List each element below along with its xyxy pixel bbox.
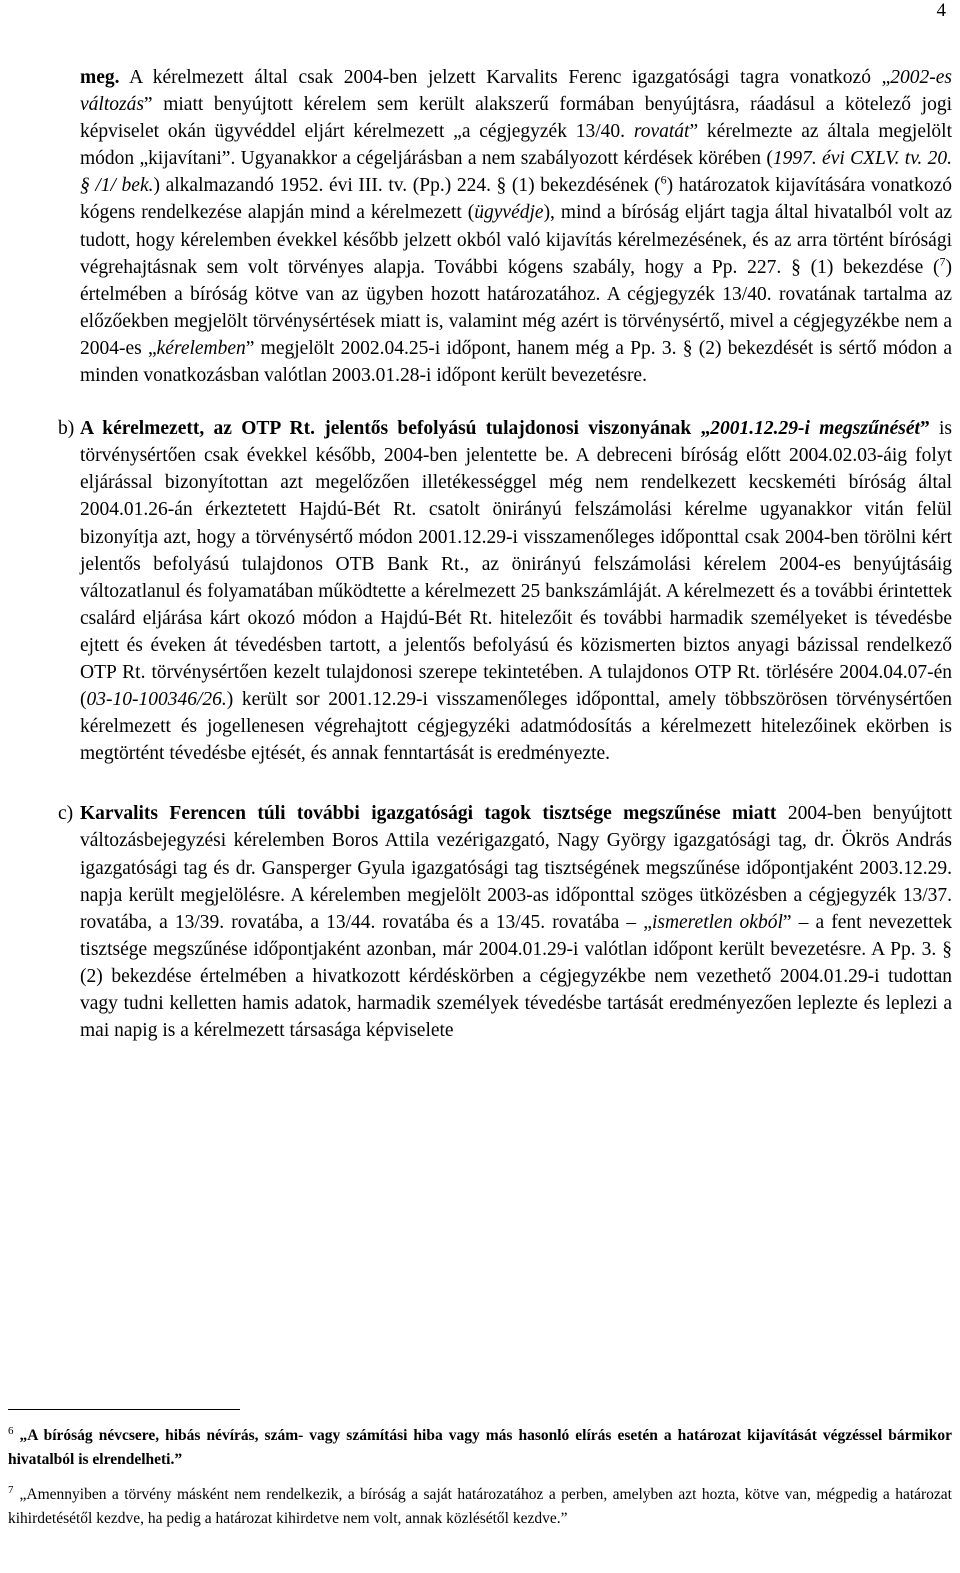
footnote-ref-7[interactable]: 7	[939, 254, 946, 269]
footnote-text: „A bíróság névcsere, hibás névírás, szám- vagy számítási hiba vagy más hasonló elírás esetén a határozat kijavítását végzéssel bármikor hivatalból is elrendelheti.”	[8, 1427, 952, 1468]
section-letter-c: c)	[58, 803, 74, 825]
section-b-heading: A kérelmezett, az OTP Rt. jelentős befolyású tulajdonosi viszonyának „2001.12.29-i megszűnését”	[80, 418, 930, 440]
footnote-7	[8, 1483, 952, 1530]
italic-text: 2002-es változás	[80, 67, 952, 116]
footnote-6	[8, 1424, 952, 1471]
footnote-ref-6[interactable]: 6	[660, 172, 667, 187]
italic-text: 03-10-100346/26.	[86, 689, 227, 711]
footnote-mark: 6	[8, 1424, 14, 1437]
footnote-separator	[8, 1409, 240, 1410]
italic-text: 1997. évi CXLV. tv. 20. § /1/ bek.	[80, 148, 952, 197]
section-c	[58, 800, 953, 1044]
document-body	[58, 64, 953, 1044]
page-number: 4	[936, 0, 946, 21]
section-c-heading: Karvalits Ferencen túli további igazgatósági tagok tisztsége megszűnése miatt	[80, 803, 777, 825]
footnotes	[8, 1424, 952, 1530]
italic-text: ügyvédje	[474, 202, 544, 224]
section-b	[58, 415, 952, 767]
italic-text: ismeretlen okból	[651, 911, 783, 933]
footnote-text: „Amennyiben a törvény másként nem rendelkezik, a bíróság a saját határozatához a perben, amelyben azt hozta, kötve van, mégpedig a határozat kihirdetésétől kezdve, ha pedig a határozat kihirdetve nem volt, annak közlésétől kezdve.”	[8, 1486, 952, 1527]
footnote-mark: 7	[8, 1483, 14, 1496]
bold-text: meg.	[80, 67, 120, 88]
italic-text: kérelemben	[156, 337, 246, 359]
section-b-text: A kérelmezett, az OTP Rt. jelentős befolyású tulajdonosi viszonyának „2001.12.29-i megszűnését” is törvénysértően csak évekkel később, 2004-ben jelentette be. A debreceni bíróság előtt 2004.02.03-áig folyt eljárással bizonyítottan azt megelőzően illetékességgel még nem rendelkezett kecskeméti bíróság által 2004.01.26-án érkeztetett Hajdú-Bét Rt. csatolt önirányú felszámolási kérelme ugyanakkor vitán felül bizonyítja azt, hogy a törvénysértő módon 2001.12.29-i visszamenőleges időponttal csak 2004-ben törölni kért jelentős befolyású tulajdonos OTB Bank Rt., az önirányú felszámolási kérelem 2004-es benyújtásáig változatlanul és folyamatában működtette a kérelmezett 25 bankszámláját. A kérelmezett és a további érintettek csalárd eljárása kárt okozó módon a Hajdú-Bét Rt. hitelezőit és további harmadik személyeket is tévedésbe ejtett és éveken át tévedésben tartott, a jelentős befolyású és közismerten biztos anyagi bázissal rendelkező OTP Rt. törvénysértően kezelt tulajdonosi szerepe tekintetében. A tulajdonos OTP Rt. törlésére 2004.04.07-én (03-10-100346/26.) került sor 2001.12.29-i visszamenőleges időponttal, amely többszörösen törvénysértően kérelmezett és jogellenesen végrehajtott cégjegyzéki adatmódosítás a kérelmezett hitelezőinek ekörben is megtörtént tévedésbe ejtését, és annak fenntartását is eredményezte.	[80, 418, 952, 765]
section-c-text: Karvalits Ferencen túli további igazgatósági tagok tisztsége megszűnése miatt 2004-ben benyújtott változásbejegyzési kérelemben Boros Attila vezérigazgató, Nagy György igazgatósági tag, dr. Ökrös András igazgatósági tag és dr. Gansperger Gyula igazgatósági tag tisztségének megszűnése időpontjaként 2003.12.29. napja került megjelölésre. A kérelemben megjelölt 2003-as időponttal szöges ütközésben a cégjegyzék 13/37. rovatába, a 13/39. rovatába, a 13/44. rovatába és a 13/45. rovatába – „ismeretlen okból” – a fent nevezettek tisztsége megszűnése időpontjaként azonban, már 2004.01.29-i valótlan időpont került bevezetésre. A Pp. 3. § (2) bekezdése értelmében a hivatkozott kérdéskörben a cégjegyzékbe nem vezethető 2004.01.29-i tudottan vagy tudni kelletten hamis adatok, harmadik személyek tévedésbe tartását eredményezően leplezte és leplezi a mai napig is a kérelmezett társasága képviselete	[80, 803, 953, 1042]
italic-text: rovatát	[633, 121, 690, 143]
paragraph-a-continuation: meg. A kérelmezett által csak 2004-ben jelzett Karvalits Ferenc igazgatósági tagra vonatkozó „2002-es változás” miatt benyújtott kérelem sem került alakszerű formában benyújtásra, ráadásul a kötelező jogi képviselet okán ügyvéddel eljárt kérelmezett „a cégjegyzék 13/40. rovatát” kérelmezte az általa megjelölt módon „kijavítani”. Ugyanakkor a cégeljárásban a nem szabályozott kérdések körében (1997. évi CXLV. tv. 20. § /1/ bek.) alkalmazandó 1952. évi III. tv. (Pp.) 224. § (1) bekezdésének ($^6$) határozatok kijavítására vonatkozó kógens rendelkezése alapján mind a kérelmezett (ügyvédje), mind a bíróság eljárt tagja által hivatalból volt az tudott, hogy kérelemben évekkel később jelzett okból való kijavítás kérelmezésének, és az arra történt bírósági végrehajtásnak sem volt törvényes alapja. További kógens szabály, hogy a Pp. 227. § (1) bekezdése ($^7$) értelmében a bíróság kötve van az ügyben hozott határozatához. A cégjegyzék 13/40. rovatának tartalma az előzőekben megjelölt törvénysértések miatt is, valamint még azért is törvénysértő, mivel a cégjegyzékbe nem a 2004-es „kérelemben” megjelölt 2002.04.25-i időpont, hanem még a Pp. 3. § (2) bekezdését is sértő módon a minden vonatkozásban valótlan 2003.01.28-i időpont került bevezetésre.	[80, 67, 953, 387]
section-letter-b: b)	[58, 418, 75, 440]
